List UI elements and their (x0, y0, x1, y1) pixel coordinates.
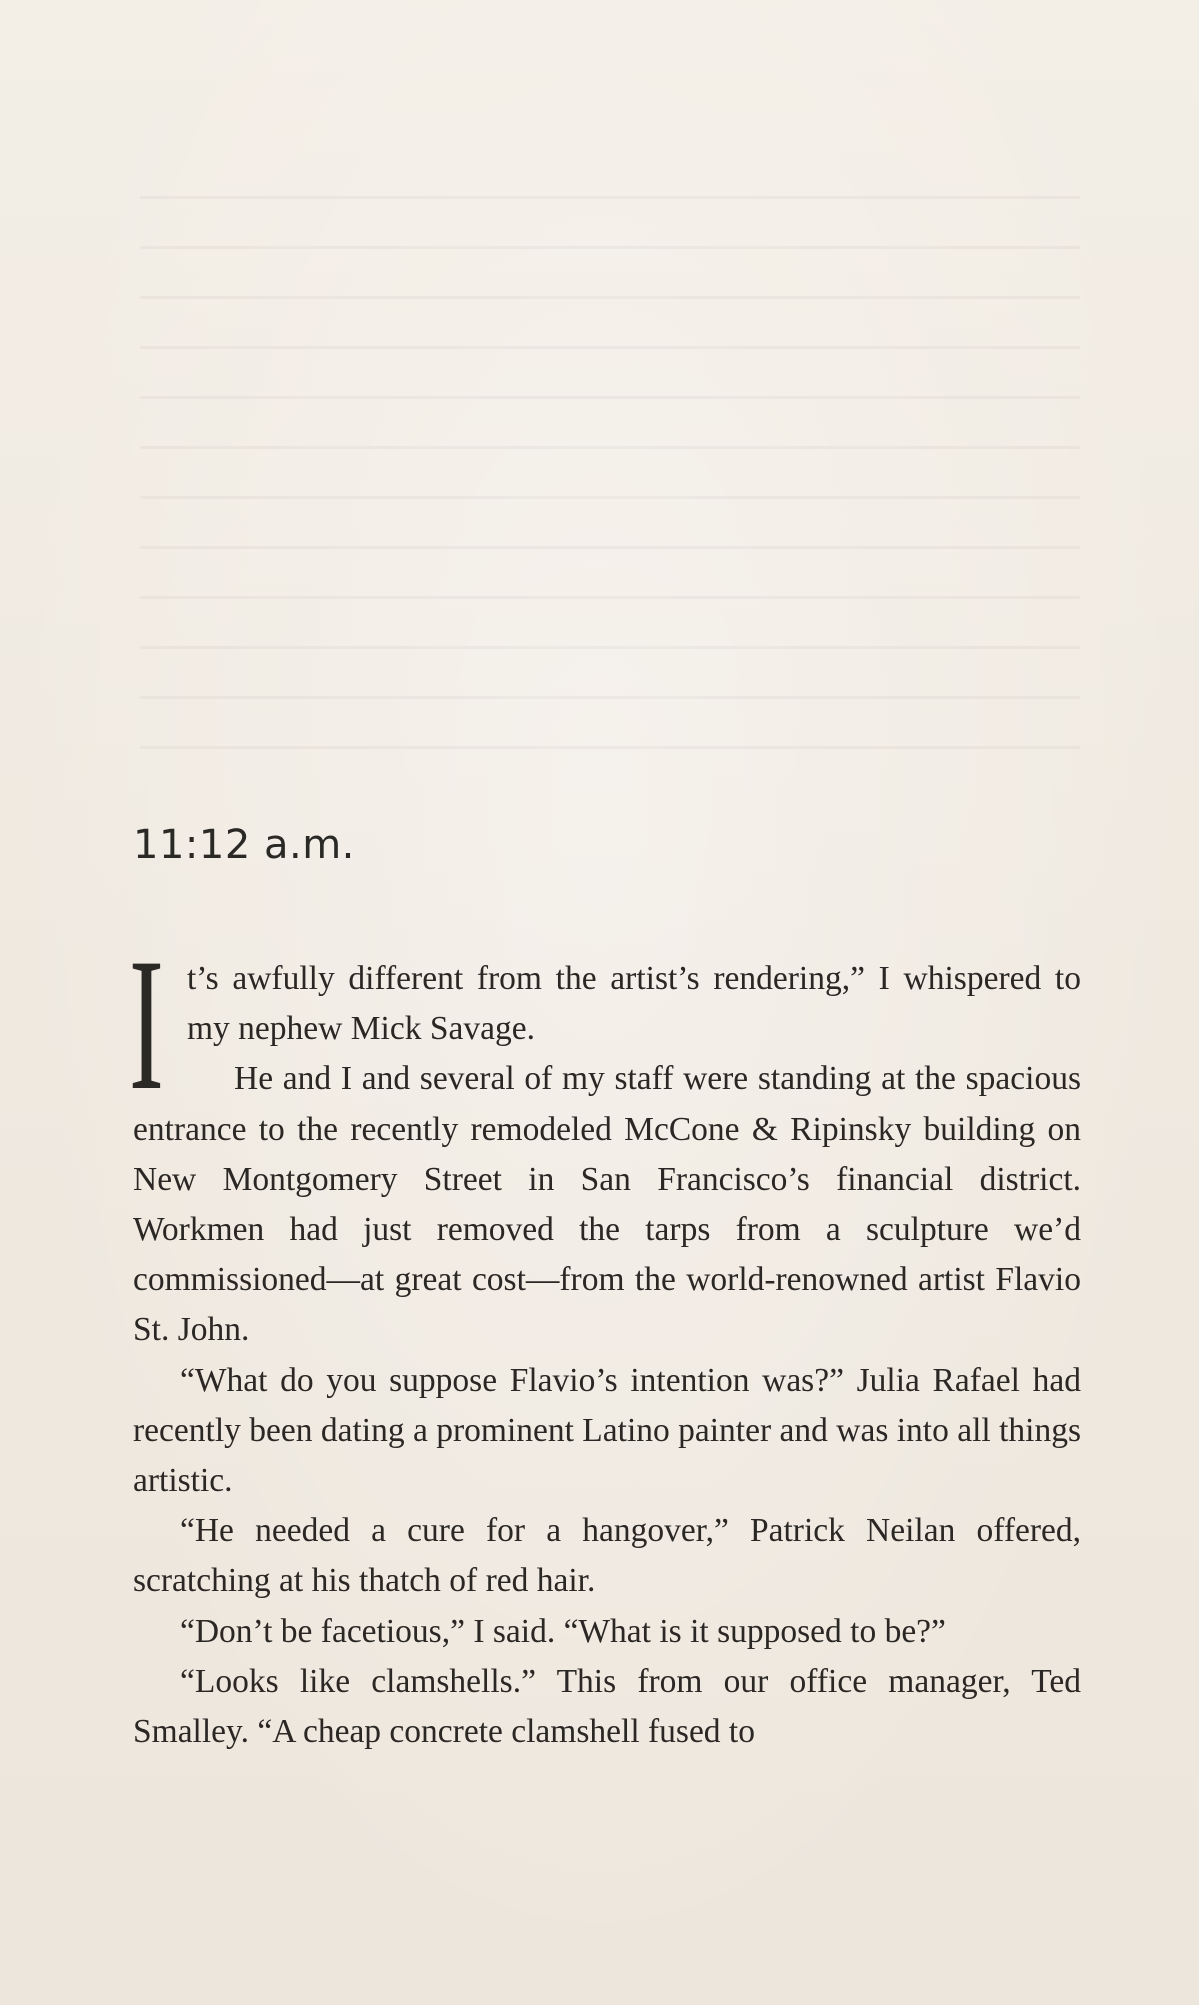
show-through-line (140, 746, 1080, 749)
paragraph: “He needed a cure for a hangover,” Patrick Neilan offered, scratching at his thatch of red hair. (133, 1512, 1081, 1600)
paragraph: He and I and several of my staff were standing at the spacious entrance to the recently remodeled McCone & Ripinsky building on New Montgomery Street in San Francisco’s financial district. Workmen had just removed the tarps from a sculpture we’d commissioned—at great cost—from the world-renowned artist Flavio St. John. (133, 1060, 1081, 1349)
paragraph: “Don’t be facetious,” I said. “What is it supposed to be?” (180, 1612, 946, 1650)
paragraph-text: t’s awfully different from the artist’s rendering,” I whispered to my nephew Mick Savage. (187, 960, 1081, 1048)
paragraph (129, 920, 1081, 1130)
show-through-line (140, 696, 1080, 699)
show-through-line (140, 446, 1080, 449)
show-through-line (140, 346, 1080, 349)
show-through-line (140, 396, 1080, 399)
story-text (129, 920, 1081, 1757)
show-through-line (140, 596, 1080, 599)
show-through-line (140, 646, 1080, 649)
show-through-line (140, 246, 1080, 249)
show-through-line (140, 196, 1080, 199)
paragraph: “Looks like clamshells.” This from our office manager, Ted Smalley. “A cheap concrete clamshell fused to (133, 1662, 1081, 1751)
show-through-line (140, 546, 1080, 549)
drop-cap: I (129, 920, 164, 1130)
show-through-line (140, 496, 1080, 499)
show-through-line (140, 296, 1080, 299)
chapter-heading: 11:12 a.m. (133, 822, 355, 868)
paragraph: “What do you suppose Flavio’s intention was?” Julia Rafael had recently been dating a prominent Latino painter and was into all things artistic. (133, 1361, 1081, 1500)
